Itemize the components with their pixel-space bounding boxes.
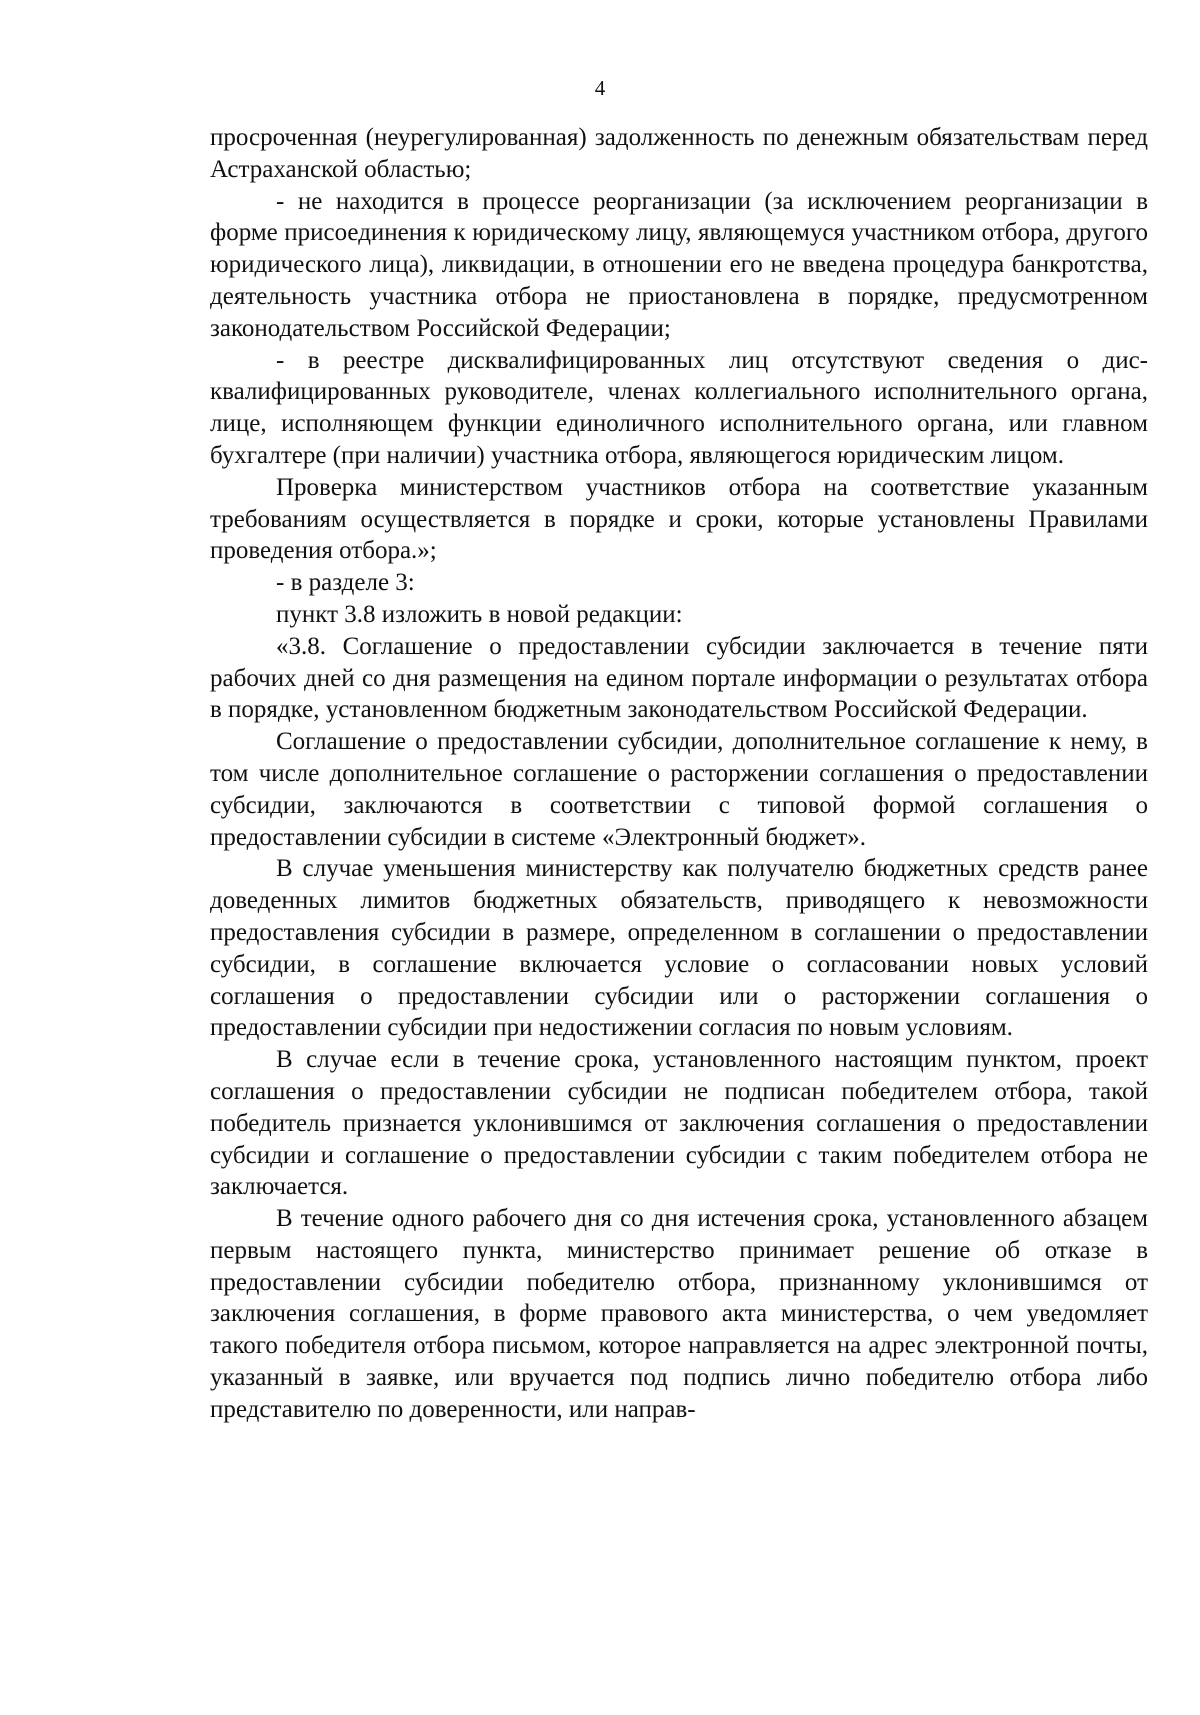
paragraph: - в реестре дисквалифицированных лиц отсутствуют сведения о дисквалифицированных руководителе, членах коллегиального исполнительного органа, лице, исполняющем функции единоличного исполнительного органа, или главном бухгалтере (при наличии) участника отбора, являющегося юридическим лицом.: [210, 346, 1148, 469]
paragraph: - в разделе 3:: [276, 569, 415, 597]
paragraph: - не находится в процессе реорганизации (за исключением реорганизации в форме присоединения к юридическому лицу, являющемуся участником отбора, другого юридического лица), ликвидации, в отношении его не введена процедура банкротства, деятельность участника отбора не приостановлена в порядке, предусмотренном законодательством Российской Федерации;: [210, 187, 1148, 342]
page-number: 4: [594, 76, 606, 100]
paragraph: пункт 3.8 изложить в новой редакции:: [276, 600, 683, 628]
paragraph: Соглашение о предоставлении субсидии, дополнительное соглашение к нему, в том числе дополнительное соглашение о расторжении соглашения о предоставлении субсидии, заключаются в соответствии с типовой формой соглашения о предоставлении субсидии в системе «Электронный бюджет».: [210, 728, 1148, 851]
document-body: [210, 122, 1148, 1426]
paragraph: Проверка министерством участников отбора на соответствие указанным требованиям осуществляется в порядке и сроки, которые установлены Правилами проведения отбора.»;: [210, 473, 1148, 565]
paragraph: В случае уменьшения министерству как получателю бюджетных средств ранее доведенных лимитов бюджетных обязательств, приводящего к невозможности предоставления субсидии в размере, определенном в соглашении о предоставлении субсидии, в соглашение включается условие о согласовании новых условий соглашения о предоставлении субсидии или о расторжении соглашения о предоставлении субсидии при недостижении согласия по новым условиям.: [210, 855, 1148, 1042]
paragraph: просроченная (неурегулированная) задолженность по денежным обязательствам перед Астраханской областью;: [210, 124, 1148, 183]
paragraph: В случае если в течение срока, установленного настоящим пунктом, проект соглашения о предоставлении субсидии не подписан победителем отбора, такой победитель признается уклонившимся от заключения соглашения о предоставлении субсидии и соглашение о предоставлении субсидии с таким победителем отбора не заключается.: [210, 1046, 1148, 1201]
paragraph: В течение одного рабочего дня со дня истечения срока, установленного абзацем первым настоящего пункта, министерство принимает решение об отказе в предоставлении субсидии победителю отбора, признанному уклонившимся от заключения соглашения, в форме правового акта министерства, о чем уведомляет такого победителя отбора письмом, которое направляется на адрес электронной почты, указанный в заявке, или вручается под подпись лично победителю отбора либо представителю по доверенности, или направ-: [210, 1205, 1148, 1423]
paragraph: «3.8. Соглашение о предоставлении субсидии заключается в течение пяти рабочих дней со дня размещения на едином портале информации о результатах отбора в порядке, установленном бюджетным законодательством Российской Федерации.: [210, 632, 1148, 724]
